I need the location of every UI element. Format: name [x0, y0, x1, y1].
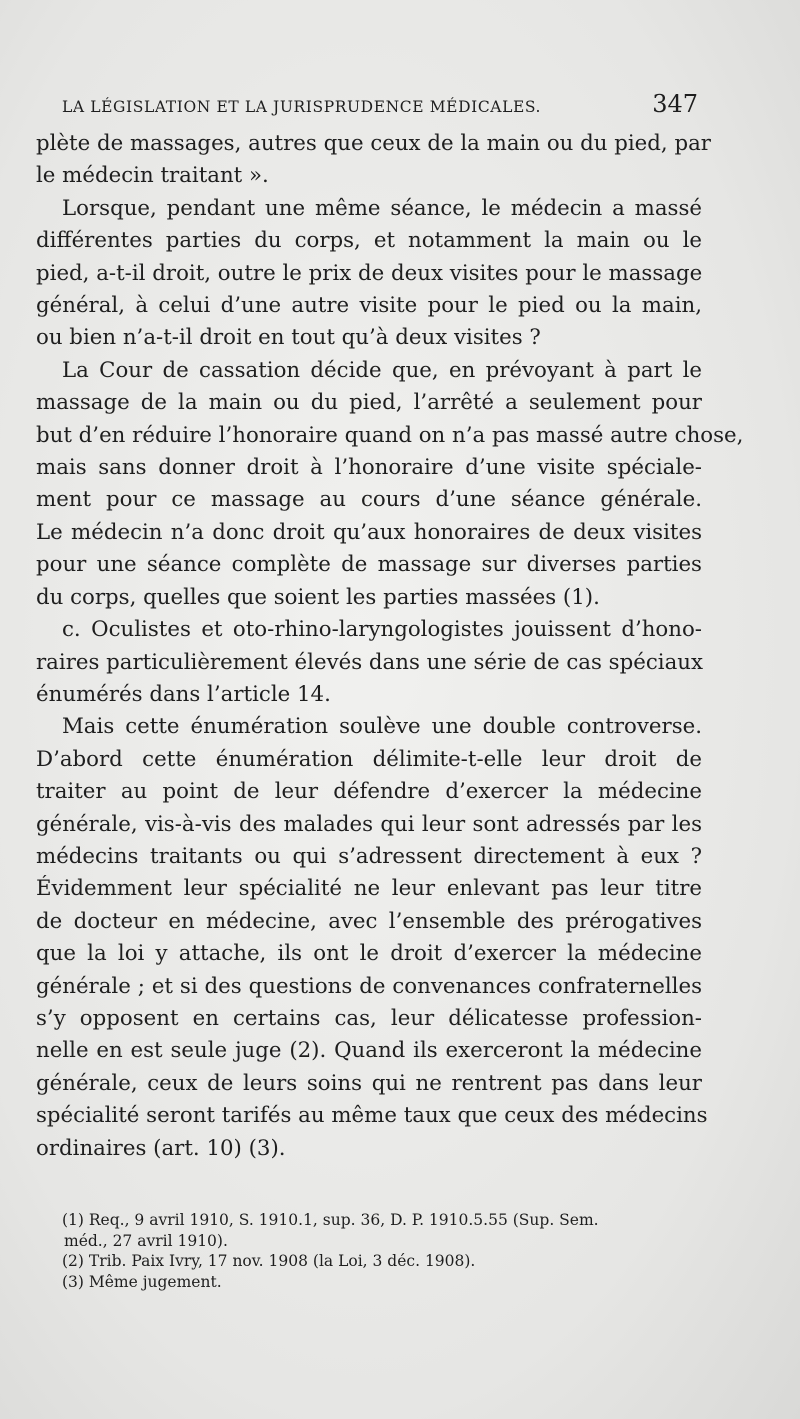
footnote-line: (3) Même jugement. [62, 1272, 222, 1291]
text-line: nelle en est seule juge (2). Quand ils exerceront la médecine [36, 1038, 702, 1064]
text-line: énumérés dans l’article 14. [36, 681, 331, 707]
running-head [62, 90, 698, 118]
running-head-title: LA LÉGISLATION ET LA JURISPRUDENCE MÉDICALES. [62, 98, 542, 116]
text-line: spécialité seront tarifés au même taux que ceux des médecins [36, 1103, 708, 1129]
text-line: D’abord cette énumération délimite-t-elle leur droit de [36, 746, 702, 772]
text-line: Lorsque, pendant une même séance, le médecin a massé [62, 195, 702, 221]
text-line: but d’en réduire l’honoraire quand on n’a pas massé autre chose, [36, 422, 744, 448]
text-line: différentes parties du corps, et notamment la main ou le [36, 228, 702, 254]
text-line: La Cour de cassation décide que, en prévoyant à part le [62, 357, 702, 383]
text-line: générale, vis-à-vis des malades qui leur sont adressés par les [36, 811, 702, 837]
text-line: traiter au point de leur défendre d’exercer la médecine [36, 779, 702, 805]
text-line: le médecin traitant ». [36, 163, 269, 189]
text-line: raires particulièrement élevés dans une série de cas spéciaux [36, 649, 704, 675]
footnote-line: méd., 27 avril 1910). [64, 1231, 228, 1250]
text-line: mais sans donner droit à l’honoraire d’une visite spéciale- [36, 455, 702, 481]
body-text [36, 128, 744, 1165]
text-line: de docteur en médecine, avec l’ensemble des prérogatives [36, 908, 702, 934]
text-line: c. Oculistes et oto-rhino-laryngologistes jouissent d’hono- [62, 617, 702, 643]
text-line: Le médecin n’a donc droit qu’aux honoraires de deux visites [36, 519, 702, 545]
page-number: 347 [652, 90, 698, 118]
text-line: s’y opposent en certains cas, leur délicatesse profession- [36, 1005, 702, 1031]
text-line: que la loi y attache, ils ont le droit d’exercer la médecine [36, 941, 702, 967]
footnote-line: (1) Req., 9 avril 1910, S. 1910.1, sup. 36, D. P. 1910.5.55 (Sup. Sem. [62, 1211, 599, 1229]
text-line: du corps, quelles que soient les parties massées (1). [36, 584, 600, 610]
text-line: ordinaires (art. 10) (3). [36, 1135, 286, 1161]
text-line: médecins traitants ou qui s’adressent directement à eux ? [36, 843, 702, 869]
text-line: massage de la main ou du pied, l’arrêté a seulement pour [36, 390, 702, 416]
text-line: générale, ceux de leurs soins qui ne rentrent pas dans leur [36, 1070, 702, 1096]
text-line: Évidemment leur spécialité ne leur enlevant pas leur titre [36, 876, 702, 902]
footnote-line: (2) Trib. Paix Ivry, 17 nov. 1908 (la Loi, 3 déc. 1908). [62, 1252, 476, 1270]
footnotes [62, 1210, 702, 1292]
text-line: pied, a-t-il droit, outre le prix de deux visites pour le massage [36, 260, 703, 286]
text-line: ment pour ce massage au cours d’une séance générale. [36, 487, 702, 513]
text-line: générale ; et si des questions de convenances confraternelles [36, 973, 702, 999]
text-line: ou bien n’a-t-il droit en tout qu’à deux visites ? [36, 325, 541, 351]
text-line: général, à celui d’une autre visite pour le pied ou la main, [36, 293, 702, 319]
text-line: plète de massages, autres que ceux de la main ou du pied, par [36, 131, 711, 156]
text-line: pour une séance complète de massage sur diverses parties [36, 552, 702, 578]
text-line: Mais cette énumération soulève une double controverse. [62, 714, 702, 740]
